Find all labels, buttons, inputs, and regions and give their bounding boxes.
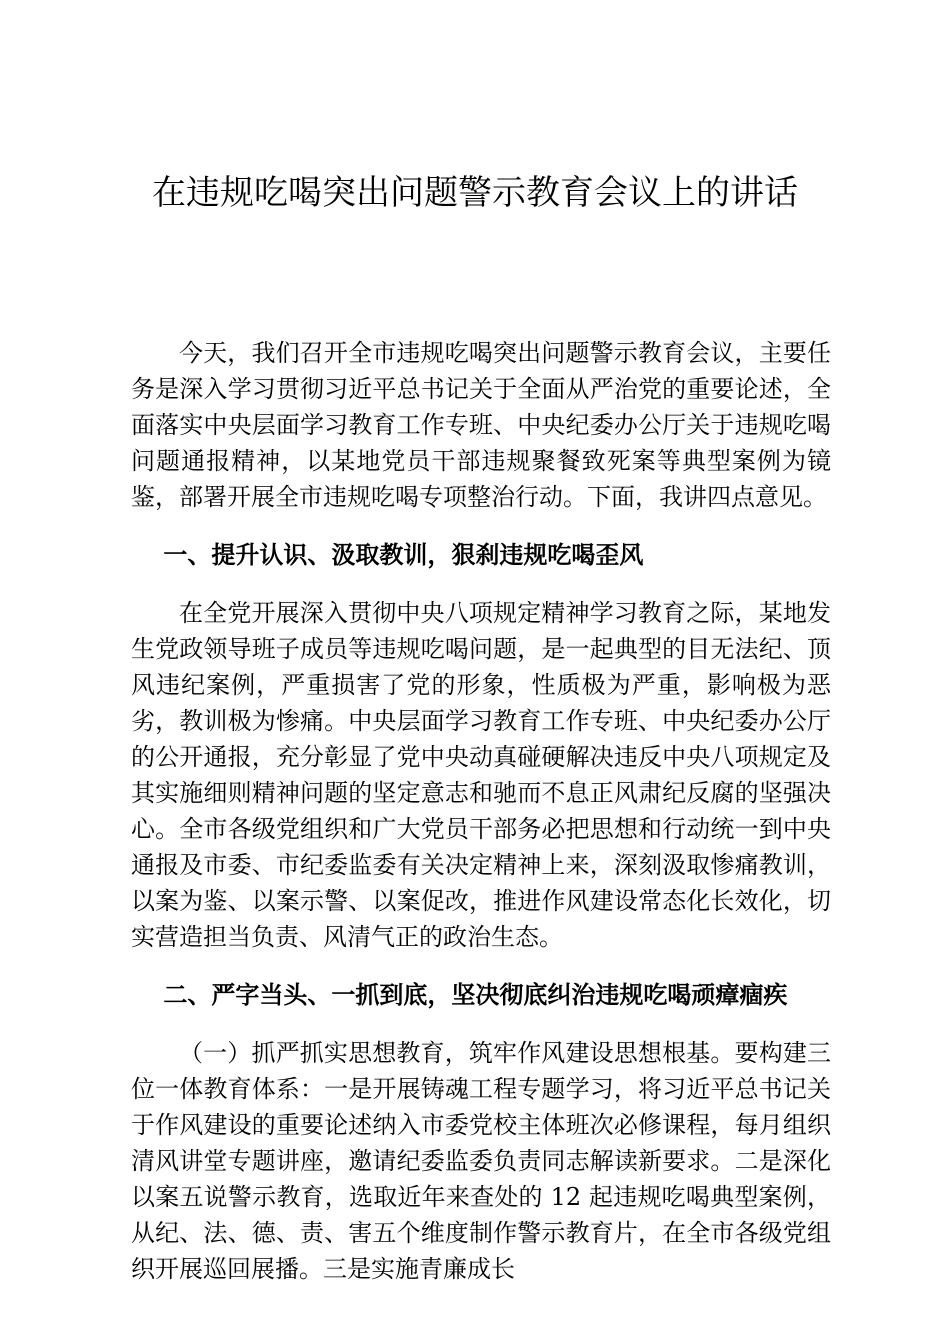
paragraph-section-1: 在全党开展深入贯彻中央八项规定精神学习教育之际，某地发生党政领导班子成员等违规吃喝问题，是一起典型的目无法纪、顶风违纪案例，严重损害了党的形象，性质极为严重，影响极为恶劣，教训极为惨痛。中央层面学习教育工作专班、中央纪委办公厅的公开通报，充分彰显了党中央动真碰硬解决违反中央八项规定及其实施细则精神问题的坚定意志和驰而不息正风肃纪反腐的坚强决心。全市各级党组织和广大党员干部务必把思想和行动统一到中央通报及市委、市纪委监委有关决定精神上来，深刻汲取惨痛教训，以案为鉴、以案示警、以案促改，推进作风建设常态化长效化，切实营造担当负责、风清气正的政治生态。 (131, 599, 831, 951)
paragraph-intro: 今天，我们召开全市违规吃喝突出问题警示教育会议，主要任务是深入学习贯彻习近平总书记关于全面从严治党的重要论述，全面落实中央层面学习教育工作专班、中央纪委办公厅关于违规吃喝问题通报精神，以某地党员干部违规聚餐致死案等典型案例为镜鉴，部署开展全市违规吃喝专项整治行动。下面，我讲四点意见。 (131, 339, 831, 511)
document-body (131, 335, 831, 1287)
paragraph-section-2-item-1: （一）抓严抓实思想教育，筑牢作风建设思想根基。要构建三位一体教育体系：一是开展铸魂工程专题学习，将习近平总书记关于作风建设的重要论述纳入市委党校主体班次必修课程，每月组织清风讲堂专题讲座，邀请纪委监委负责同志解读新要求。二是深化以案五说警示教育，选取近年来查处的 12 起违规吃喝典型案例，从纪、法、德、责、害五个维度制作警示教育片，在全市各级党组织开展巡回展播。三是实施青廉成长 (131, 1039, 831, 1283)
document-title: 在违规吃喝突出问题警示教育会议上的讲话 (152, 173, 798, 213)
section-heading-1: 一、提升认识、汲取教训，狠刹违规吃喝歪风 (163, 540, 644, 569)
section-heading-2: 二、严字当头、一抓到底，坚决彻底纠治违规吃喝顽瘴痼疾 (163, 980, 788, 1009)
